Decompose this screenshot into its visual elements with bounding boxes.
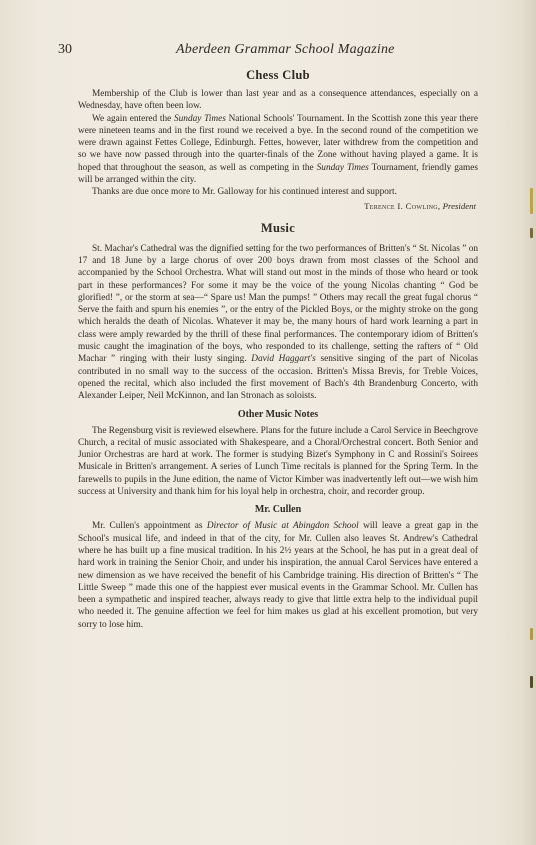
text-run: Mr. Cullen's appointment as — [92, 521, 207, 532]
newspaper-title: Sunday Times — [316, 162, 369, 173]
page-body — [78, 68, 478, 631]
signature-name: Terence I. Cowling, — [364, 200, 441, 211]
text-run: sensitive singing of the part of Nicolas contributed in no small way to the success of the occasion. Britten's Missa Brevis, for Treble Voices, opened the recital, which also included the first movement of Bach's 4th Brandenburg Concerto, with Alexander Leiper, Neil McKinnon, and Ian Stronach as soloists. — [78, 354, 478, 402]
page-number: 30 — [58, 42, 72, 57]
page-edge-shadow — [522, 0, 536, 845]
other-music-heading-wrap — [78, 409, 478, 425]
appointment-title: Director of Music at Abingdon School — [206, 521, 359, 532]
text-run: National Schools' Tournament. In the Scottish zone this year there were nineteen teams and in the first round we received a bye. In the second round of the competition we were drawn against Fettes College, Edinburgh. Fettes, however, later withdrew from the competition and so we have now passed through into the quarter-finals of the Zone without having played a game. It is hoped that throughout the season, as well as competing in the — [78, 113, 478, 173]
edge-mark — [530, 628, 533, 640]
text-run: St. Machar's Cathedral was the dignified setting for the two performances of Britten's “ St. Nicolas ” on 17 and 18 June by a large chorus of over 200 boys drawn from most classes of the School and accompanied by the School Orchestra. What will stand out most in the minds of those who heard or took part in these performances? For some it may be the voice of the young Nicolas chanting “ God be glorified! ”, or the storm at sea—“ Spare us! Man the pumps! ” Others may recall the great fugal chorus “ Serve the faith and spurn his enemies ”, or the entry of the Pickled Boys, or the mighty stroke on the gong which heralds the death of Nicolas. Whatever it may be, the many hours of hard work learning a part in class were amply rewarded by the thrill of these final performances. The contemporary idiom of Britten's music caught the imagination of the boys, who responded to its challenge, setting the rafters of “ Old Machar ” ringing with their lusty singing. — [78, 243, 478, 365]
cullen-heading-wrap — [78, 504, 478, 520]
music-heading: Music — [260, 220, 296, 235]
chess-heading-wrap — [78, 68, 478, 88]
page-header — [58, 42, 478, 62]
signature-role: President — [442, 200, 476, 211]
other-music-notes-heading: Other Music Notes — [237, 408, 319, 420]
text-run: Tournament, friendly games will be arranged within the city. — [78, 162, 478, 186]
edge-mark — [530, 188, 533, 214]
newspaper-title: Sunday Times — [174, 113, 226, 124]
chess-club-heading: Chess Club — [246, 68, 310, 82]
chess-signature — [78, 200, 478, 212]
other-music-paragraph: The Regensburg visit is reviewed elsewhere. Plans for the future include a Carol Service in Beechgrove Church, a recital of music associated with Shakespeare, and a Choral/Orchestral concert. Both Senior and Junior Orchestras are hard at work. The former is studying Bizet's Symphony in C and Rossini's Soirees Musicale in Britten's arrangement. A series of Lunch Time recitals is planned for the Spring Term. In the farewells to pupils in the June edition, the name of Victor Kimber was inadvertently left out—we wish him success at University and thank him for his loyal help in orchestra, choir, and recorder group. — [78, 425, 478, 498]
soloist-name: David Haggart's — [251, 354, 316, 365]
edge-mark — [530, 676, 533, 688]
text-run: We again entered the — [92, 113, 174, 124]
music-heading-wrap — [78, 221, 478, 243]
edge-mark — [530, 228, 533, 238]
mr-cullen-heading: Mr. Cullen — [254, 504, 302, 516]
chess-paragraph-3: Thanks are due once more to Mr. Galloway for his continued interest and support. — [92, 187, 397, 198]
cullen-paragraph — [78, 520, 478, 631]
text-run: will leave a great gap in the School's musical life, and indeed in that of the city, for Mr. Cullen also leaves St. Andrew's Cathedral where he has built up a fine musical tradition. In his 2½ years at the School, he has put in a great deal of hard work in training the Senior Choir, and under his inspiration, the annual Carol Services have entered a new dimension as we have received the benefit of his Cambridge training. His direction of Britten's “ The Little Sweep ” made this one of the happiest ever musical events in the Grammar School. Mr. Cullen has been a sympathetic and inspired teacher, always ready to give that little extra help to the individual pupil who needed it. The genuine affection we feel for him makes us glad at his excellent promotion, but very sorry to lose him. — [78, 521, 478, 630]
chess-paragraph-1: Membership of the Club is lower than last year and as a consequence attendances, especially on a Wednesday, have often been low. — [78, 89, 478, 112]
music-paragraph-1 — [78, 243, 478, 403]
chess-paragraph-2 — [78, 113, 478, 187]
running-title: Aberdeen Grammar School Magazine — [176, 42, 395, 57]
